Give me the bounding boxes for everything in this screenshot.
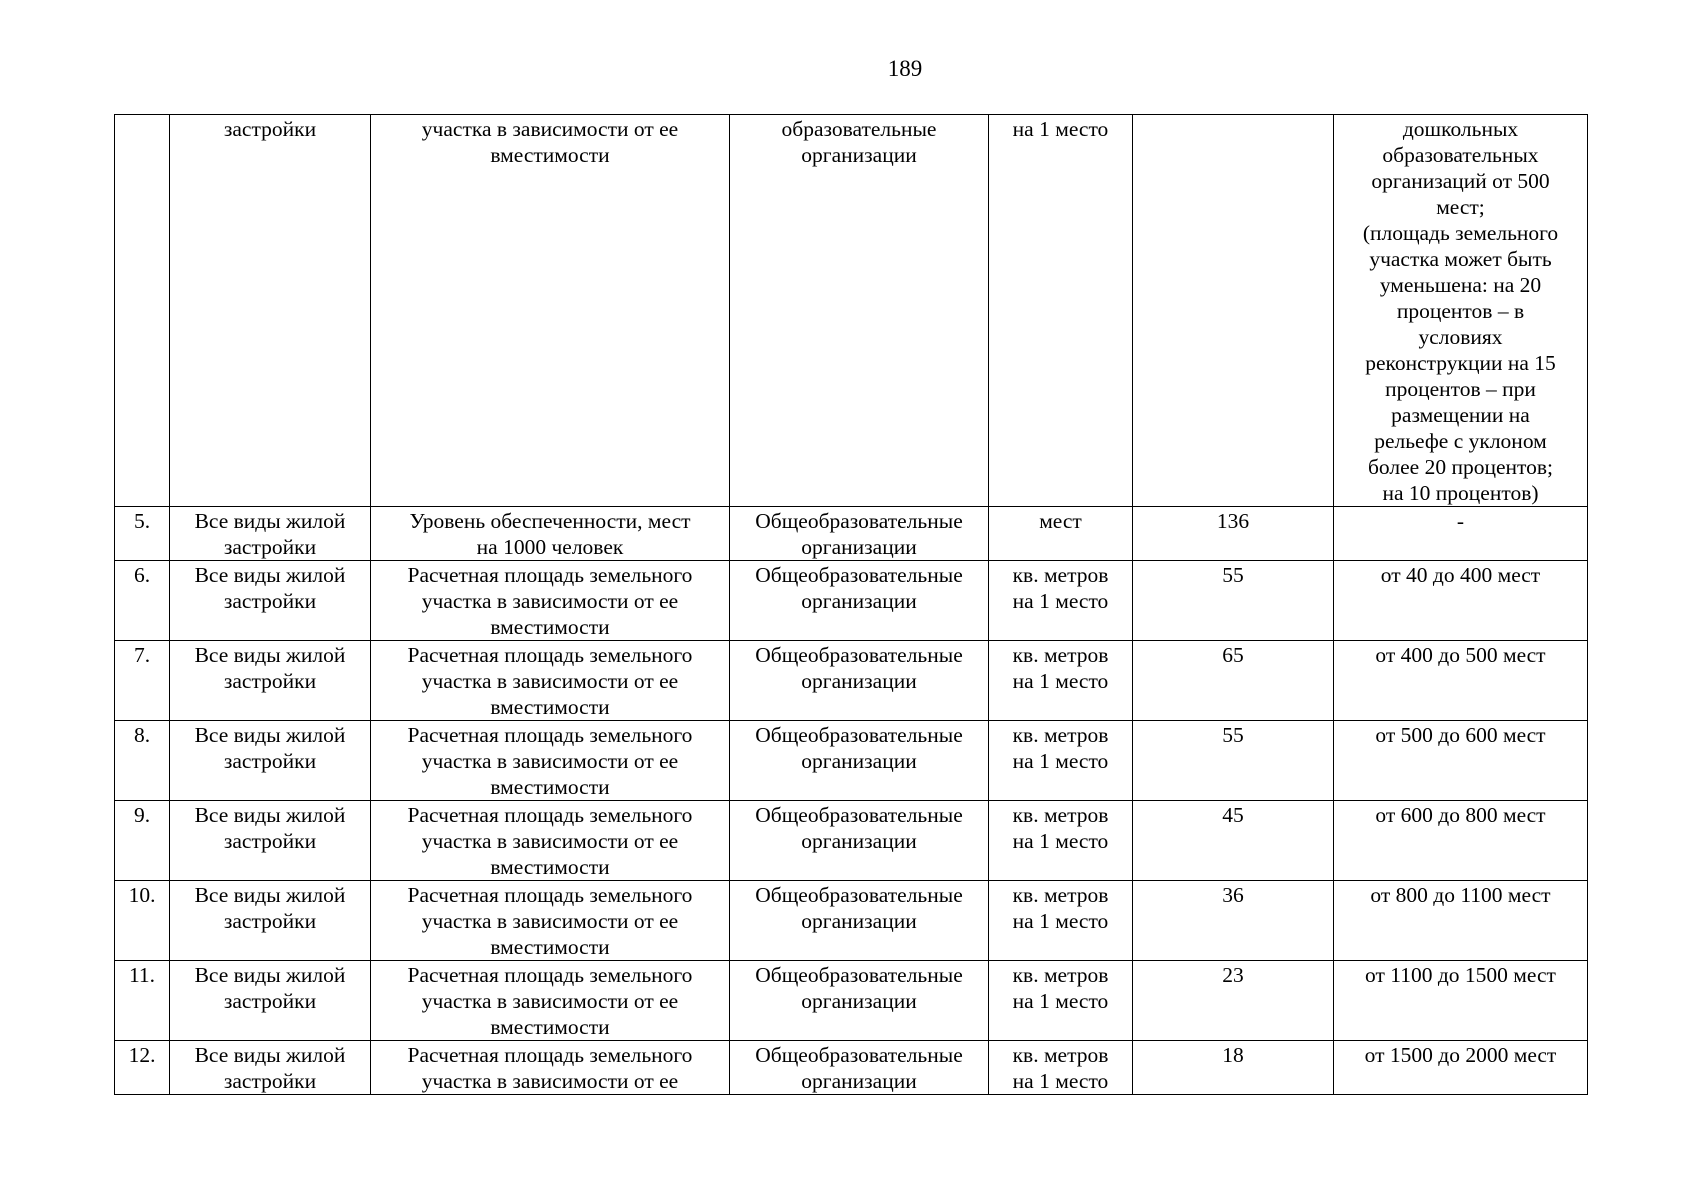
cell-indicator: Расчетная площадь земельного участка в зависимости от ее вместимости — [371, 561, 730, 641]
cell-unit: кв. метров на 1 место — [989, 561, 1133, 641]
cell-indicator: Уровень обеспеченности, мест на 1000 человек — [371, 507, 730, 561]
cell-unit: кв. метров на 1 место — [989, 721, 1133, 801]
cell-object: Общеобразовательные организации — [730, 881, 989, 961]
cell-indicator: Расчетная площадь земельного участка в зависимости от ее — [371, 1041, 730, 1095]
cell-zone: Все виды жилой застройки — [170, 801, 371, 881]
cell-note: от 1100 до 1500 мест — [1334, 961, 1588, 1041]
cell-indicator: Расчетная площадь земельного участка в зависимости от ее вместимости — [371, 721, 730, 801]
table-row — [115, 881, 1588, 961]
cell-indicator: Расчетная площадь земельного участка в зависимости от ее вместимости — [371, 801, 730, 881]
cell-zone: Все виды жилой застройки — [170, 641, 371, 721]
cell-value: 23 — [1133, 961, 1334, 1041]
cell-num: 5. — [115, 507, 170, 561]
cell-indicator: Расчетная площадь земельного участка в зависимости от ее вместимости — [371, 961, 730, 1041]
cell-num: 8. — [115, 721, 170, 801]
cell-value: 55 — [1133, 721, 1334, 801]
cell-value: 136 — [1133, 507, 1334, 561]
cell-indicator: Расчетная площадь земельного участка в зависимости от ее вместимости — [371, 641, 730, 721]
cell-zone: Все виды жилой застройки — [170, 507, 371, 561]
cell-object: Общеобразовательные организации — [730, 801, 989, 881]
cell-object: Общеобразовательные организации — [730, 561, 989, 641]
cell-zone: Все виды жилой застройки — [170, 721, 371, 801]
table-row — [115, 561, 1588, 641]
cell-num: 6. — [115, 561, 170, 641]
cell-value: 18 — [1133, 1041, 1334, 1095]
cell-note: дошкольных образовательных организаций от 500 мест; (площадь земельного участка может быть уменьшена: на 20 процентов – в условиях реконструкции на 15 процентов – при размещении на рельефе с уклоном более 20 процентов; на 10 процентов) — [1334, 115, 1588, 507]
cell-object: Общеобразовательные организации — [730, 641, 989, 721]
cell-zone: Все виды жилой застройки — [170, 561, 371, 641]
cell-object: Общеобразовательные организации — [730, 1041, 989, 1095]
page-number: 189 — [887, 56, 923, 81]
table-row — [115, 641, 1588, 721]
cell-note: от 1500 до 2000 мест — [1334, 1041, 1588, 1095]
cell-num: 11. — [115, 961, 170, 1041]
table-row — [115, 961, 1588, 1041]
cell-zone: Все виды жилой застройки — [170, 1041, 371, 1095]
table-row — [115, 1041, 1588, 1095]
table-row-continued — [115, 115, 1588, 507]
cell-unit: кв. метров на 1 место — [989, 801, 1133, 881]
norms-table — [114, 114, 1588, 1095]
cell-note: от 40 до 400 мест — [1334, 561, 1588, 641]
cell-note: от 400 до 500 мест — [1334, 641, 1588, 721]
cell-note: - — [1334, 507, 1588, 561]
cell-indicator: участка в зависимости от ее вместимости — [371, 115, 730, 507]
table-row — [115, 721, 1588, 801]
cell-num: 10. — [115, 881, 170, 961]
cell-unit: кв. метров на 1 место — [989, 1041, 1133, 1095]
cell-indicator: Расчетная площадь земельного участка в зависимости от ее вместимости — [371, 881, 730, 961]
cell-zone: Все виды жилой застройки — [170, 881, 371, 961]
cell-unit: кв. метров на 1 место — [989, 881, 1133, 961]
cell-num: 12. — [115, 1041, 170, 1095]
cell-num: 9. — [115, 801, 170, 881]
table-row — [115, 507, 1588, 561]
cell-unit: на 1 место — [989, 115, 1133, 507]
cell-num: 7. — [115, 641, 170, 721]
cell-object: образовательные организации — [730, 115, 989, 507]
cell-unit: кв. метров на 1 место — [989, 961, 1133, 1041]
cell-note: от 500 до 600 мест — [1334, 721, 1588, 801]
cell-value — [1133, 115, 1334, 507]
cell-unit: мест — [989, 507, 1133, 561]
cell-object: Общеобразовательные организации — [730, 507, 989, 561]
cell-value: 55 — [1133, 561, 1334, 641]
cell-zone: Все виды жилой застройки — [170, 961, 371, 1041]
cell-note: от 800 до 1100 мест — [1334, 881, 1588, 961]
cell-num — [115, 115, 170, 507]
table-body — [115, 115, 1588, 1095]
cell-value: 45 — [1133, 801, 1334, 881]
cell-note: от 600 до 800 мест — [1334, 801, 1588, 881]
cell-object: Общеобразовательные организации — [730, 961, 989, 1041]
table-row — [115, 801, 1588, 881]
cell-zone: застройки — [170, 115, 371, 507]
cell-value: 65 — [1133, 641, 1334, 721]
cell-value: 36 — [1133, 881, 1334, 961]
cell-object: Общеобразовательные организации — [730, 721, 989, 801]
cell-unit: кв. метров на 1 место — [989, 641, 1133, 721]
